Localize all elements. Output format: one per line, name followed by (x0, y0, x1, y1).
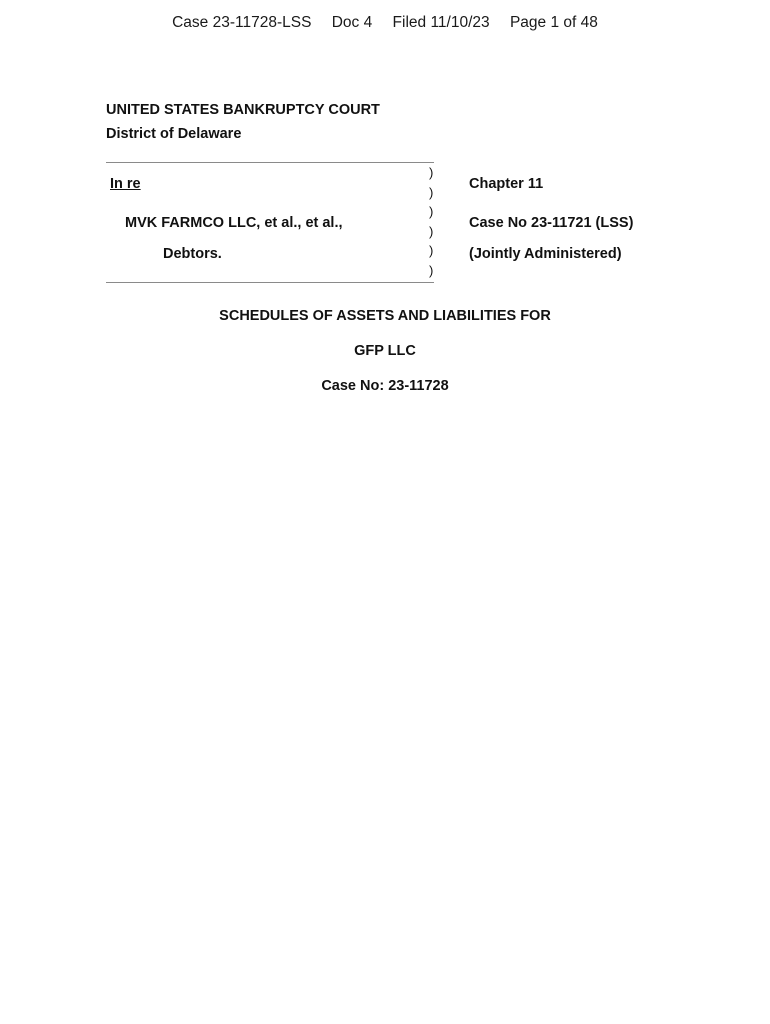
paren-mark: ) (429, 223, 434, 239)
caption-paren-column (429, 163, 439, 280)
stamp-page-count: Page 1 of 48 (509, 14, 598, 31)
court-district: District of Delaware (106, 126, 242, 142)
in-re-label: In re (110, 176, 141, 192)
debtors-label: Debtors. (163, 246, 222, 262)
caption-top-rule (106, 162, 434, 163)
jointly-administered-label: (Jointly Administered) (469, 246, 622, 262)
paren-mark: ) (429, 204, 434, 219)
stamp-filed-date: Filed 11/10/23 (392, 14, 490, 31)
court-heading (106, 98, 380, 146)
debtor-entity-name: GFP LLC (354, 343, 416, 359)
entity-case-number: Case No: 23-11728 (321, 378, 449, 394)
debtor-name: MVK FARMCO LLC, et al., et al., (125, 215, 343, 231)
paren-mark: ) (429, 165, 434, 180)
caption-bottom-rule (106, 282, 434, 283)
paren-mark: ) (429, 184, 434, 200)
document-title: SCHEDULES OF ASSETS AND LIABILITIES FOR (219, 308, 551, 324)
paren-mark: ) (429, 262, 434, 278)
stamp-case-number: Case 23-11728-LSS (172, 14, 312, 31)
lead-case-number: Case No 23-11721 (LSS) (469, 215, 634, 231)
filing-stamp (0, 14, 770, 32)
chapter-label: Chapter 11 (469, 176, 544, 192)
court-name: UNITED STATES BANKRUPTCY COURT (106, 102, 380, 118)
stamp-doc-number: Doc 4 (331, 14, 373, 31)
paren-mark: ) (429, 243, 434, 258)
